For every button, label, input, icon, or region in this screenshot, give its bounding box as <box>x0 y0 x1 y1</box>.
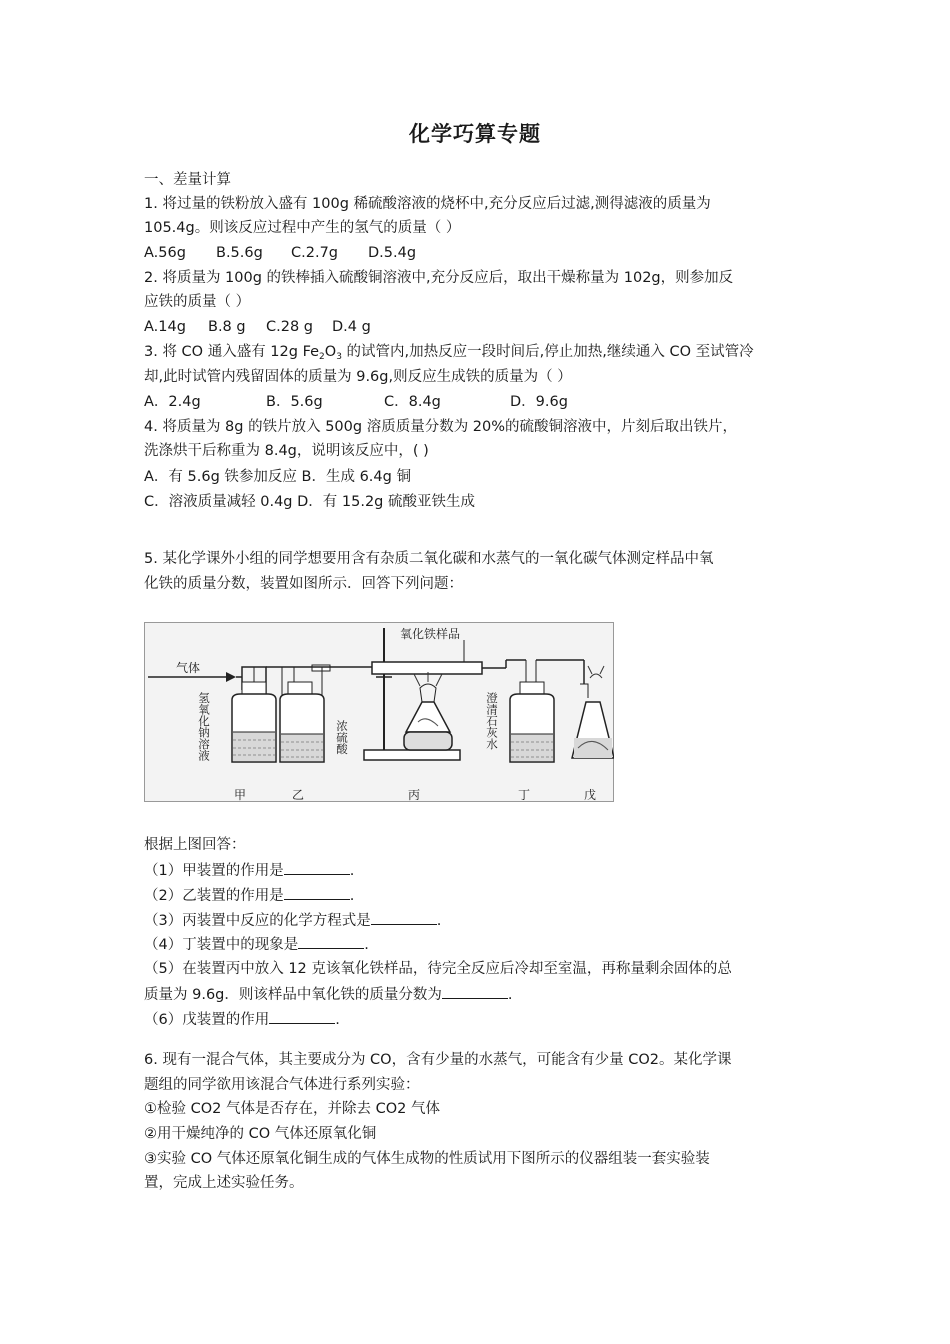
q5-sub1: （1）甲装置的作用是 . <box>144 860 354 881</box>
q4-option-ab: A．有 5.6g 铁参加反应 B．生成 6.4g 铜 <box>144 469 411 485</box>
q6-item4: 置，完成上述实验任务。 <box>144 1175 304 1191</box>
q6-item3: ③实验 CO 气体还原氧化铜生成的气体生成物的性质试用下图所示的仪器组装一套实验装 <box>144 1151 710 1167</box>
q2-line1: 2. 将质量为 100g 的铁棒插入硫酸铜溶液中,充分反应后，取出干燥称量为 102g，则参加反 <box>144 270 734 286</box>
answer-blank <box>298 934 364 949</box>
q5-sub2: （2）乙装置的作用是 . <box>144 885 354 906</box>
section-heading: 一、差量计算 <box>144 172 231 188</box>
q2-option-a: A.14g <box>144 319 186 335</box>
q2-option-d: D.4 g <box>332 319 371 335</box>
q3-line1: 3. 将 CO 通入盛有 12g $Fe_2O_3$ 的试管内,加热反应一段时间后,停止加热,继续通入 CO 至试管冷 <box>144 344 754 362</box>
acid-label: 浓硫酸 <box>335 720 349 755</box>
q1-option-b: B.5.6g <box>216 245 263 261</box>
q4-line1: 4. 将质量为 8g 的铁片放入 500g 溶质质量分数为 20%的硫酸铜溶液中，片刻后取出铁片， <box>144 419 738 435</box>
q2-options <box>144 317 371 337</box>
q2-option-b: B.8 g <box>208 319 246 335</box>
unit-label-bing: 丙 <box>408 788 421 802</box>
q6-line1: 6. 现有一混合气体，其主要成分为 CO，含有少量的水蒸气，可能含有少量 CO2。某化学课 <box>144 1052 732 1068</box>
q5-sub6: （6）戊装置的作用 . <box>144 1009 340 1030</box>
apparatus-figure <box>144 622 614 802</box>
q5-line1: 5. 某化学课外小组的同学想要用含有杂质二氧化碳和水蒸气的一氧化碳气体测定样品中氧 <box>144 551 714 567</box>
q4-line2: 洗涤烘干后称重为 8.4g，说明该反应中，( ) <box>144 443 429 459</box>
q5-sub3: （3）丙装置中反应的化学方程式是 . <box>144 910 441 931</box>
q5-line2: 化铁的质量分数，装置如图所示．回答下列问题： <box>144 576 463 592</box>
q3-option-a: A．2.4g <box>144 394 201 410</box>
q4-option-cd: C．溶液质量减轻 0.4g D．有 15.2g 硫酸亚铁生成 <box>144 494 475 510</box>
unit-label-jia: 甲 <box>234 788 247 802</box>
naoh-label: 氢氧化钠溶液 <box>197 692 211 761</box>
q5-sub5-line2: 质量为 9.6g．则该样品中氧化铁的质量分数为 . <box>144 984 512 1005</box>
q5-intro: 根据上图回答： <box>144 837 246 853</box>
q2-option-c: C.28 g <box>266 319 313 335</box>
q2-line2: 应铁的质量（ ） <box>144 294 251 310</box>
answer-blank <box>442 984 508 999</box>
q6-line2: 题组的同学欲用该混合气体进行系列实验： <box>144 1077 420 1093</box>
bottle-yi <box>280 682 324 762</box>
q1-line1: 1. 将过量的铁粉放入盛有 100g 稀硫酸溶液的烧杯中,充分反应后过滤,测得滤液的质量为 <box>144 196 711 212</box>
q3-options <box>144 392 568 412</box>
q3-option-b: B．5.6g <box>266 394 323 410</box>
q5-sub5-line1: （5）在装置丙中放入 12 克该氧化铁样品，待完全反应后冷却至室温，再称量剩余固体的总 <box>144 961 732 977</box>
q1-option-d: D.5.4g <box>368 245 417 261</box>
unit-label-yi: 乙 <box>292 788 305 802</box>
gas-label: 气体 <box>176 661 201 675</box>
q5-sub4: （4）丁装置中的现象是 . <box>144 934 369 955</box>
q3-line2: 却,此时试管内残留固体的质量为 9.6g,则反应生成铁的质量为（ ） <box>144 369 572 385</box>
answer-blank <box>284 885 350 900</box>
q6-item2: ②用干燥纯净的 CO 气体还原氧化铜 <box>144 1126 377 1142</box>
answer-blank <box>371 910 437 925</box>
q1-line2: 105.4g。则该反应过程中产生的氢气的质量（ ） <box>144 220 461 236</box>
q6-item1: ①检验 CO2 气体是否存在，并除去 CO2 气体 <box>144 1101 440 1117</box>
bottle-ding <box>510 682 554 762</box>
q3-option-d: D．9.6g <box>510 394 568 410</box>
bottle-jia <box>232 682 276 762</box>
unit-label-wu: 戊 <box>584 788 597 802</box>
unit-label-ding: 丁 <box>518 788 531 802</box>
q3-option-c: C．8.4g <box>384 394 441 410</box>
page-title: 化学巧算专题 <box>409 122 541 146</box>
limewater-label: 澄清石灰水 <box>485 692 499 750</box>
answer-blank <box>284 860 350 875</box>
q1-option-a: A.56g <box>144 245 186 261</box>
answer-blank <box>269 1009 335 1024</box>
q1-options <box>144 243 416 263</box>
sample-label: 氧化铁样品 <box>400 627 461 641</box>
q1-option-c: C.2.7g <box>291 245 338 261</box>
